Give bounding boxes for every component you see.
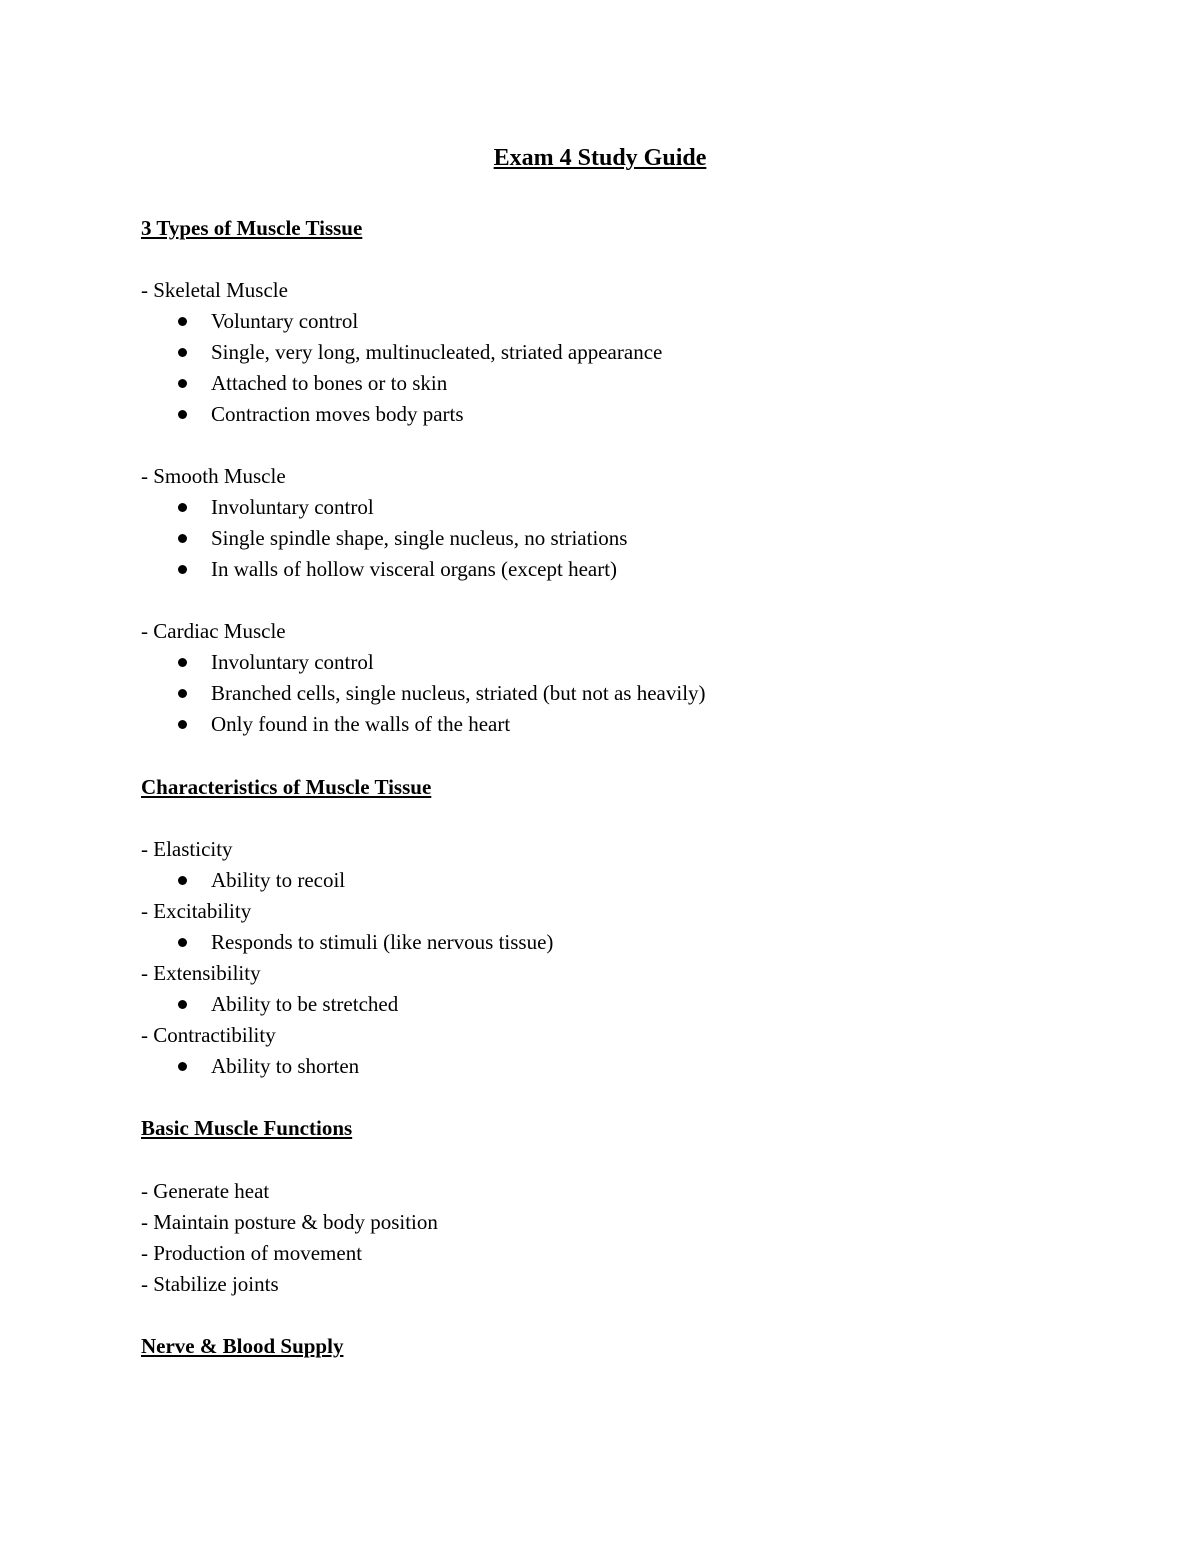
page-title: Exam 4 Study Guide (493, 145, 707, 171)
group-label-smooth: - Smooth Muscle (141, 464, 286, 488)
group-label-skeletal: - Skeletal Muscle (141, 278, 288, 302)
bullet-icon (178, 379, 187, 388)
bullet-icon (178, 534, 187, 543)
list-item: - Stabilize joints (141, 1272, 279, 1296)
bullet-icon (178, 503, 187, 512)
list-item: - Maintain posture & body position (141, 1210, 438, 1234)
bullet-icon (178, 410, 187, 419)
section-heading-muscle-types: 3 Types of Muscle Tissue (141, 216, 363, 240)
section-heading-characteristics: Characteristics of Muscle Tissue (141, 775, 432, 799)
bullet-icon (178, 689, 187, 698)
list-item: - Generate heat (141, 1179, 270, 1203)
group-label-extensibility: - Extensibility (141, 961, 261, 985)
group-label-excitability: - Excitability (141, 899, 252, 923)
group-label-cardiac: - Cardiac Muscle (141, 619, 286, 643)
bullet-icon (178, 876, 187, 885)
bullet-icon (178, 938, 187, 947)
bullet-icon (178, 1000, 187, 1009)
section-heading-functions: Basic Muscle Functions (141, 1116, 353, 1140)
bullet-icon (178, 1062, 187, 1071)
group-label-elasticity: - Elasticity (141, 837, 233, 861)
list-item: - Production of movement (141, 1241, 363, 1265)
group-label-contractibility: - Contractibility (141, 1023, 276, 1047)
document-page: Exam 4 Study Guide 3 Types of Muscle Tissue - Skeletal Muscle Voluntary control Single, very long, multinucleated, striated appearance Attached to bones or to skin Contraction moves body parts - Smooth Muscle Involuntary control Single spindle shape, single nucleus, no striations In walls of hollow visceral organs (except heart) - Cardiac Muscle Involuntary control Branched cells, single nucleus, striated (but not as heavily) Only found in the walls of the heart Characteristics of Muscle Tissue - Elasticity Ability to recoil - Excitability Responds to stimuli (like nervous tissue) - Extensibility Ability to be stretched - Contractibility Ability to shorten Basic Muscle Functions - Generate heat - Maintain posture & body position - Production of movement - Stabilize joints Nerve & Blood Supply (0, 0, 1200, 1553)
section-heading-nerve-blood: Nerve & Blood Supply (141, 1334, 344, 1358)
bullet-icon (178, 720, 187, 729)
bullet-icon (178, 565, 187, 574)
bullet-icon (178, 348, 187, 357)
bullet-icon (178, 658, 187, 667)
bullet-icon (178, 317, 187, 326)
